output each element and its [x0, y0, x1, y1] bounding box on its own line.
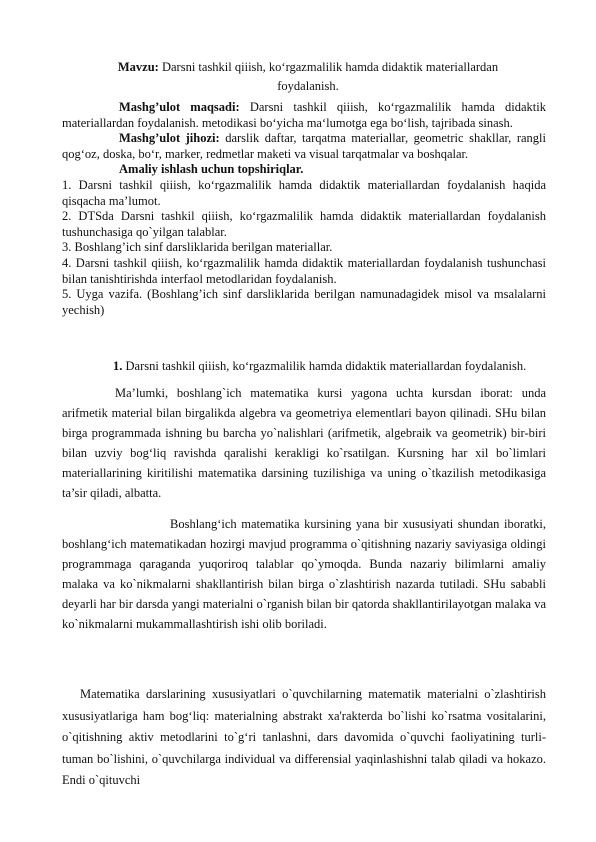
section-title-text: Darsni tashkil qiiish, ko‘rgazmalilik hamda didaktik materiallardan foydalanish.: [125, 359, 527, 373]
task-item: 4. Darsni tashkil qiiish, ko‘rgazmalilik hamda didaktik materiallardan foydalanish tushunchasi bilan tanishtirishda interfaol metodlaridan foydalanish.: [62, 255, 546, 286]
section-number: 1.: [113, 359, 123, 373]
lesson-equipment: [62, 131, 546, 162]
task-item: 1. Darsni tashkil qiiish, ko‘rgazmalilik hamda didaktik materiallardan foydalanish haqida qisqacha ma’lumot.: [62, 177, 546, 208]
goal-text: Darsni tashkil qiiish, ko‘rgazmalilik hamda didaktik materiallardan foydalanish. metodikasi bo‘yicha ma‘lumotga ega bo‘lish, tajribada sinash.: [62, 100, 546, 130]
goal-label: Mashg’ulot maqsadi:: [119, 100, 240, 114]
document-title: [88, 58, 528, 96]
lesson-info: [62, 100, 546, 318]
tasks-heading: Amaliy ishlash uchun topshiriqlar.: [119, 162, 304, 177]
task-item: 5. Uyga vazifa. (Boshlang’ich sinf darsliklarida berilgan namunadagidek misol va msalalarni yechish): [62, 287, 546, 317]
section-1-title: [113, 358, 526, 374]
task-item: 3. Boshlang’ich sinf darsliklarida berilgan materiallar.: [62, 240, 333, 255]
paragraph: Boshlang‘ich matematika kursining yana bir xususiyati shundan iboratki, boshlang‘ich matematikadan hozirgi mavjud programma o`qitishning nazariy saviyasiga oldingi programmaga qaraganda yuqoriroq talablar qo`ymoqda. Bunda nazariy bilimlarni amaliy malaka va ko`nikmalarni shakllantirish bilan birga o`zlashtirish nazarda tutiladi. SHu sababli deyarli har bir darsda yangi materialni o`rganish bilan bir qatorda shakllantirilayotgan malaka va ko`nikmalarni mukammallashtirish ishi olib boriladi.: [62, 517, 546, 631]
paragraph: Ma’lumki, boshlang`ich matematika kursi yagona uchta kursdan iborat: unda arifmetik material bilan birgalikda algebra va geometriya elementlari bayon qilinadi. SHu bilan birga programmada ishning bu barcha yo`nalishlari (arifmetik, algebraik va geometrik) bir-biri bilan uzviy bog‘liq ravishda qaralishi kerakligi ko`rsatilgan. Kursning har xil bo`limlari materiallarining kiritilishi matematika darsining tuzilishiga va uning o`tkazilish metodikasiga ta’sir qiladi, albatta.: [62, 386, 546, 500]
paragraph: Matematika darslarining xususiyatlari o`quvchilarning matematik materialni o`zlashtirish xususiyatlariga ham bog‘liq: materialning abstrakt xa'rakterda bo`lishi ko`rsatma vositalarini, o`qitishning aktiv metodlarini to`g‘ri tanlashni, dars davomida o`quvchi faoliyatining turli-tuman bo`lishini, o`quvchilarga individual va differensial yaqinlashishni talab qiladi va hokazo. Endi o`qituvchi: [62, 687, 546, 788]
section-1-body: [62, 384, 546, 635]
topic-label: Mavzu:: [117, 60, 159, 74]
section-1-body-continued: [62, 684, 546, 792]
topic-text: Darsni tashkil qiiish, ko‘rgazmalilik hamda didaktik materiallardan foydalanish.: [161, 60, 499, 93]
equipment-label: Mashg’ulot jihozi:: [119, 131, 220, 146]
equipment-text: darslik daftar, tarqatma materiallar, geometric shakllar, rangli qog‘oz, doska, bo‘r, marker, redmetlar maketi va visual tarqatmalar va boshqalar.: [62, 131, 546, 161]
task-item: 2. DTSda Darsni tashkil qiiish, ko‘rgazmalilik hamda didaktik materiallardan foydalanish tushunchasiga qo`yilgan talablar.: [62, 209, 546, 239]
lesson-goal: [62, 100, 546, 131]
